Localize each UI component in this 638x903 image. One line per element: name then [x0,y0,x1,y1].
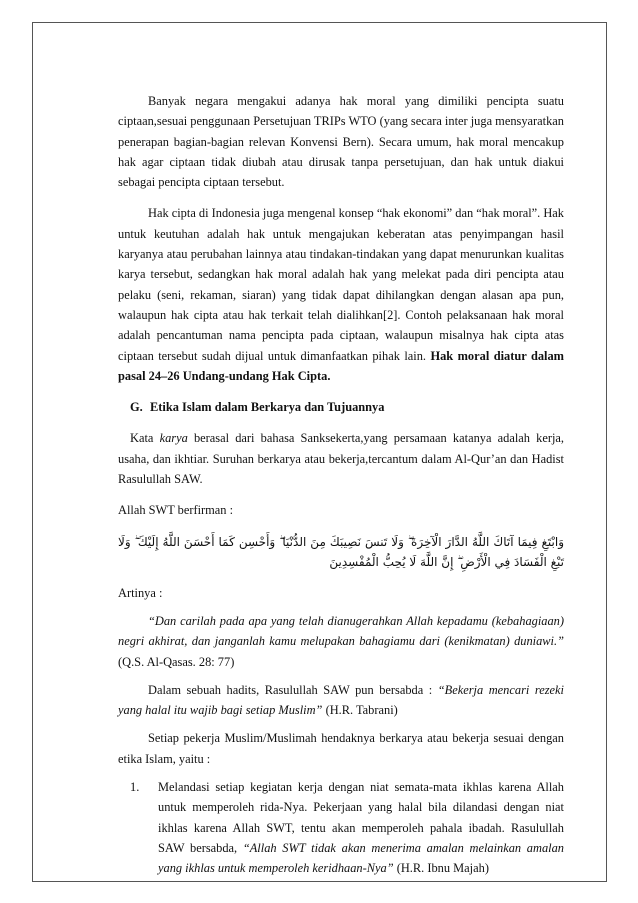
quote-reference: (Q.S. Al-Qasas. 28: 77) [118,654,235,669]
document-body [118,91,564,879]
paragraph-allah-berfirman: Allah SWT berfirman : [118,503,234,518]
section-heading [130,397,564,417]
hadits-quote: “Bekerja mencari rezeki yang halal itu wajib bagi setiap Muslim” [118,682,564,718]
text-fragment: berasal dari bahasa Sanksekerta,yang persamaan katanya adalah kerja, usaha, dan ikhtiar. Suruhan berkarya atau bekerja,tercantum dalam Al-Qur’an dan Hadist Rasulullah SAW. [118,431,564,487]
hadits-reference: (H.R. Tabrani) [325,703,398,718]
list-item [118,777,564,878]
artinya-label: Artinya : [118,585,163,600]
paragraph-etika: Setiap pekerja Muslim/Muslimah hendaknya berkarya atau bekerja sesuai dengan etika Islam, yaitu : [118,731,564,766]
section-letter: G. [130,400,143,415]
text-fragment: Kata [130,431,154,446]
bold-statement: Hak moral diatur dalam pasal 24–26 Undang-undang Hak Cipta. [118,348,564,383]
list-number: 1. [130,780,140,795]
paragraph-indonesia-copyright [118,203,564,386]
list-text: Melandasi setiap kegiatan kerja dengan niat semata-mata ikhlas karena Allah untuk memperoleh rida-Nya. Pekerjaan yang halal bila dilandasi dengan niat ikhlas karena Allah SWT, tentu akan memperoleh pahala ibadah. Rasulullah SAW bersabda, [158,780,564,855]
paragraph-text: Hak cipta di Indonesia juga mengenal konsep “hak ekonomi” dan “hak moral”. Hak untuk keutuhan adalah hak untuk mengajukan keberatan atas penyimpangan hasil karyanya atau perubahan lainnya atau tindakan-tindakan yang dapat menurunkan kualitas karya tersebut, sedangkan hak moral adalah hak yang melekat pada diri pencipta atau pelaku (seni, rekaman, siaran) yang tidak dapat dihilangkan dengan alasan apa pun, walaupun hak cipta atau hak terkait telah dialihkan[2]. Contoh pelaksanaan hak moral adalah pencantuman nama pencipta pada ciptaan, walaupun misalnya hak cipta atas ciptaan tersebut sudah dijual untuk dimanfaatkan pihak lain. [118,206,564,363]
section-title: Etika Islam dalam Berkarya dan Tujuannya [150,400,385,415]
quote-text: “Dan carilah pada apa yang telah dianugerahkan Allah kepadamu (kebahagiaan) negri akhirat, dan janganlah kamu melupakan bahagiamu dari (kenikmatan) duniawi.” [118,613,564,649]
paragraph-karya [118,428,564,489]
quote-translation [118,611,564,672]
paragraph-hadits [118,680,564,721]
arabic-verse: وَابْتَغِ فِيمَا آتَاكَ اللَّهُ الدَّارَ الْآخِرَةَ ۖ وَلَا تَنسَ نَصِيبَكَ مِنَ الدُّنْيَا ۖ وَأَحْسِن كَمَا أَحْسَنَ اللَّهُ إِلَيْكَ ۖ وَلَا تَبْغِ الْفَسَادَ فِي الْأَرْضِ ۖ إِنَّ اللَّهَ لَا يُحِبُّ الْمُفْسِدِينَ [118,534,564,569]
list-quote: “Allah SWT tidak akan menerima amalan melainkan amalan yang ikhlas untuk memperoleh keridhaan-Nya” [158,840,564,876]
italic-term: karya [159,431,188,446]
list-reference: (H.R. Ibnu Majah) [396,861,489,876]
text-fragment: Dalam sebuah hadits, Rasulullah SAW pun bersabda : [148,682,433,697]
paragraph-moral-rights: Banyak negara mengakui adanya hak moral yang dimiliki pencipta suatu ciptaan,sesuai penggunaan Persetujuan TRIPs WTO (yang secara inter juga mensyaratkan penerapan bagian-bagian relevan Konvensi Bern). Secara umum, hak moral mencakup hak agar ciptaan tidak diubah atau dirusak tanpa persetujuan, dan hak untuk diakui sebagai pencipta ciptaan tersebut. [118,94,564,190]
